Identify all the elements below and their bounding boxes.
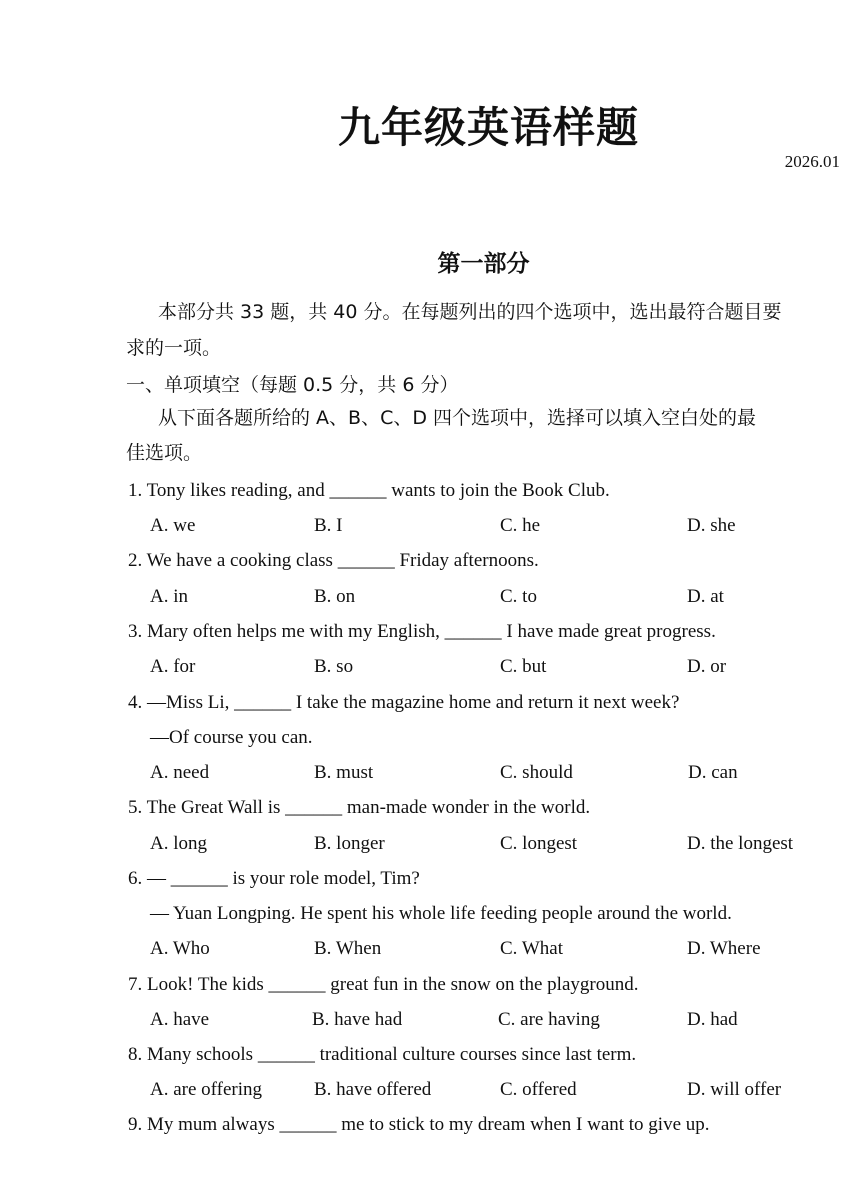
- question-stem: 5. The Great Wall is ______ man-made wonder in the world.: [128, 797, 591, 818]
- option-b: B. on: [314, 586, 356, 607]
- option-a: A. we: [150, 515, 196, 536]
- exam-date: 2026.01: [784, 152, 840, 171]
- option-a: A. are offering: [150, 1079, 263, 1100]
- option-c: C. should: [500, 762, 573, 783]
- option-a: A. need: [150, 762, 210, 783]
- option-d: D. can: [688, 762, 738, 783]
- question-reply: —Of course you can.: [150, 727, 313, 748]
- option-a: A. Who: [150, 938, 210, 959]
- option-d: D. she: [687, 515, 736, 536]
- option-d: D. or: [687, 656, 727, 677]
- part-intro-line2: 求的一项。: [126, 337, 222, 359]
- option-c: C. are having: [498, 1009, 600, 1030]
- option-d: D. at: [687, 586, 724, 607]
- option-b: B. so: [314, 656, 354, 677]
- question-stem: 1. Tony likes reading, and ______ wants to join the Book Club.: [128, 480, 610, 501]
- option-d: D. the longest: [687, 833, 794, 854]
- option-c: C. What: [500, 938, 563, 959]
- part-title: 第一部分: [437, 251, 530, 277]
- option-b: B. have had: [312, 1009, 403, 1030]
- option-b: B. When: [314, 938, 382, 959]
- option-d: D. had: [687, 1009, 738, 1030]
- section-instruction-line2: 佳选项。: [126, 442, 203, 464]
- page-title: 九年级英语样题: [337, 103, 639, 152]
- option-c: C. to: [500, 586, 537, 607]
- option-a: A. long: [150, 833, 207, 854]
- option-a: A. have: [150, 1009, 210, 1030]
- part-intro-line1: 本部分共 33 题，共 40 分。在每题列出的四个选项中，选出最符合题目要: [158, 301, 782, 323]
- option-b: B. must: [314, 762, 374, 783]
- question-stem: 3. Mary often helps me with my English, ______ I have made great progress.: [128, 621, 716, 642]
- option-c: C. longest: [500, 833, 578, 854]
- option-c: C. he: [500, 515, 541, 536]
- section-instruction-line1: 从下面各题所给的 A、B、C、D 四个选项中，选择可以填入空白处的最: [158, 407, 757, 429]
- question-stem: 7. Look! The kids ______ great fun in the snow on the playground.: [128, 974, 639, 995]
- option-b: B. I: [314, 515, 343, 536]
- question-stem: 8. Many schools ______ traditional culture courses since last term.: [128, 1044, 637, 1065]
- question-stem: 4. —Miss Li, ______ I take the magazine home and return it next week?: [128, 692, 680, 713]
- option-c: C. offered: [500, 1079, 577, 1100]
- option-a: A. in: [150, 586, 188, 607]
- option-d: D. Where: [687, 938, 761, 959]
- question-stem: 6. — ______ is your role model, Tim?: [128, 868, 420, 889]
- option-d: D. will offer: [687, 1079, 782, 1100]
- option-a: A. for: [150, 656, 196, 677]
- option-c: C. but: [500, 656, 547, 677]
- option-b: B. longer: [314, 833, 385, 854]
- option-b: B. have offered: [314, 1079, 432, 1100]
- question-stem: 9. My mum always ______ me to stick to my dream when I want to give up.: [128, 1114, 710, 1135]
- question-stem: 2. We have a cooking class ______ Friday afternoons.: [128, 550, 539, 571]
- question-reply: — Yuan Longping. He spent his whole life feeding people around the world.: [150, 903, 732, 924]
- section-heading: 一、单项填空（每题 0.5 分，共 6 分）: [126, 374, 459, 396]
